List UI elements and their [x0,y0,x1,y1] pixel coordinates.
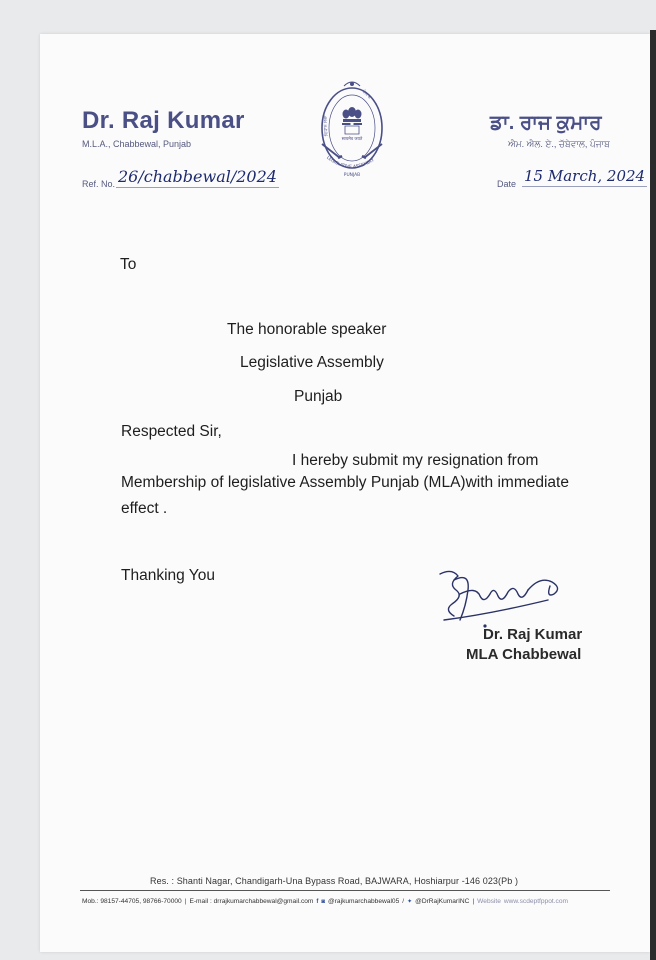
signatory-name: Dr. Raj Kumar [483,626,583,643]
footer-separator: / [402,898,405,905]
footer-address: Res. : Shanti Nagar, Chandigarh-Una Bypass Road, BAJWARA, Hoshiarpur -146 023(Pb ) [150,876,519,886]
recipient-address-line: Legislative Assembly [240,354,384,371]
date-label: Date [497,179,517,189]
footer-separator: | [472,898,475,905]
salutation: Respected Sir, [121,423,222,440]
page-edge-shadow [650,30,656,960]
letterhead-name-english: Dr. Raj Kumar [82,107,245,134]
date-value: 15 March, 2024 [524,167,646,185]
recipient-to: To [120,256,137,273]
footer-mobile: Mob.: 98157-44705, 98766-70000 [82,898,182,905]
footer-website-label: Website [477,898,501,905]
seal-top-left-text: ਵਿਧਾਨ ਸਭਾ [323,115,330,137]
ref-number-label: Ref. No. [82,179,116,189]
footer-separator: | [184,898,187,905]
seal-inner-text: PUNJAB [343,173,361,178]
letterhead-name-punjabi: ਡਾ. ਰਾਜ ਕੁਮਾਰ [490,112,602,134]
body-paragraph-line: I hereby submit my resignation from [292,452,539,469]
recipient-address-line: Punjab [294,388,343,405]
signatory-title: MLA Chabbewal [466,646,582,663]
seal-top-right-text: ਪੰਜਾਬ [360,89,372,101]
footer-email: E-mail : drrajkumarchabbewal@gmail.com [189,898,314,905]
footer-divider [80,890,610,891]
closing: Thanking You [121,567,215,584]
recipient-address-line: The honorable speaker [227,321,387,338]
ref-number-value: 26/chabbewal/2024 [118,167,277,186]
footer-twitter: @DrRajKumarINC [415,898,470,905]
body-paragraph-line: effect . [121,500,168,517]
seal-motto: सत्यमेव जयते [341,136,363,141]
body-paragraph-line: Membership of legislative Assembly Punjab (MLA)with immediate [121,474,569,491]
seal-outer-text: LEGISLATIVE ASSEMBLY [325,155,376,171]
footer-contacts [82,898,568,905]
letterhead-subtitle-punjabi: ਐਮ. ਐਲ. ਏ., ਚੱਬੇਵਾਲ, ਪੰਜਾਬ [508,139,610,149]
footer-website: www.scdeptfppot.com [503,898,569,905]
legislative-assembly-seal [312,76,392,188]
facebook-icon: f [316,898,319,905]
letterhead-subtitle-english: M.L.A., Chabbewal, Punjab [82,139,192,149]
footer-facebook: @rajkumarchabbewal05 [328,898,400,905]
twitter-icon: ✦ [407,899,413,905]
ashoka-emblem-icon [342,107,362,134]
instagram-icon: ◙ [321,898,326,905]
